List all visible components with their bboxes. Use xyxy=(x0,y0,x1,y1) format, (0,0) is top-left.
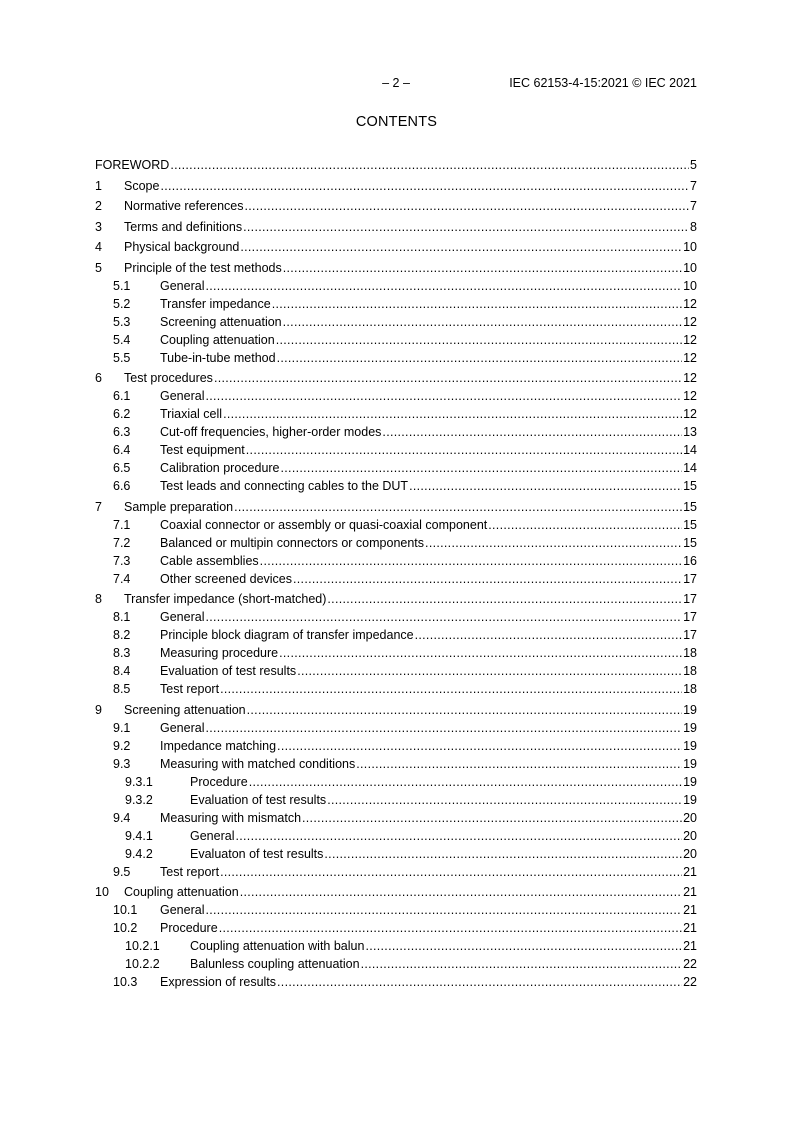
toc-entry-page: 20 xyxy=(683,828,697,843)
toc-entry-page: 12 xyxy=(683,314,697,329)
toc-entry-number: 8.2 xyxy=(113,628,131,642)
toc-entry-page: 10 xyxy=(683,278,697,293)
toc-entry-title: Transfer impedance xyxy=(160,296,271,311)
toc-entry-title: General xyxy=(160,278,205,293)
toc-entry-number: 10.2 xyxy=(113,921,138,935)
toc-entry-page: 21 xyxy=(683,921,697,935)
toc-entry-page: 13 xyxy=(683,425,697,439)
toc-dot-leader xyxy=(279,646,682,660)
toc-entry-title: Measuring procedure xyxy=(160,646,279,660)
toc-entry-title: Test procedures xyxy=(124,371,213,385)
toc-dot-leader xyxy=(205,389,682,403)
toc-dot-leader xyxy=(302,811,682,825)
toc-entry-page: 10 xyxy=(683,240,697,254)
toc-dot-leader xyxy=(160,179,689,193)
toc-dot-leader xyxy=(327,592,682,606)
toc-dot-leader xyxy=(220,865,682,879)
toc-dot-leader xyxy=(260,554,682,568)
toc-entry-title: Scope xyxy=(124,178,160,193)
toc-entry-number: 9.5 xyxy=(113,864,131,879)
toc-entry[interactable] xyxy=(95,975,697,989)
toc-entry-number: 7 xyxy=(95,499,102,514)
toc-dot-leader xyxy=(277,739,682,753)
toc-entry[interactable] xyxy=(95,279,697,293)
table-of-contents xyxy=(95,158,697,989)
toc-entry[interactable] xyxy=(95,220,697,234)
toc-entry[interactable] xyxy=(95,158,697,172)
toc-entry-number: 5.3 xyxy=(113,314,131,329)
toc-entry-title: General xyxy=(190,828,235,843)
toc-entry[interactable] xyxy=(95,646,697,660)
toc-entry-number: 9.2 xyxy=(113,738,131,753)
toc-entry-page: 21 xyxy=(683,885,697,899)
toc-dot-leader xyxy=(277,351,683,365)
toc-entry-page: 19 xyxy=(683,720,697,735)
toc-entry-number: 10 xyxy=(95,885,109,899)
toc-dot-leader xyxy=(205,903,682,917)
toc-entry-page: 8 xyxy=(690,219,697,234)
toc-entry-title: Test equipment xyxy=(160,443,245,457)
toc-entry-title: Measuring with matched conditions xyxy=(160,756,356,771)
toc-entry-page: 15 xyxy=(683,479,697,493)
toc-dot-leader xyxy=(488,518,682,532)
toc-entry-title: FOREWORD xyxy=(95,158,170,172)
toc-entry-number: 4 xyxy=(95,240,102,254)
toc-entry-number: 7.1 xyxy=(113,517,131,532)
toc-entry[interactable] xyxy=(95,757,697,771)
toc-dot-leader xyxy=(415,628,682,642)
toc-entry[interactable] xyxy=(95,554,697,568)
toc-dot-leader xyxy=(382,425,682,439)
toc-entry[interactable] xyxy=(95,572,697,586)
toc-entry-title: Cut-off frequencies, higher-order modes xyxy=(160,425,382,439)
toc-entry-title: Tube-in-tube method xyxy=(160,350,276,365)
toc-dot-leader xyxy=(243,220,689,234)
toc-dot-leader xyxy=(276,333,682,347)
toc-entry-number: 9.3.2 xyxy=(125,792,153,807)
toc-dot-leader xyxy=(245,199,690,213)
toc-dot-leader xyxy=(324,847,682,861)
toc-entry-number: 9.3 xyxy=(113,756,131,771)
toc-entry-number: 8.5 xyxy=(113,682,131,696)
toc-entry-title: Screening attenuation xyxy=(124,702,246,717)
toc-entry-page: 12 xyxy=(683,407,697,421)
toc-dot-leader xyxy=(283,315,682,329)
toc-entry-title: Normative references xyxy=(124,199,244,213)
toc-entry-title: Test leads and connecting cables to the DUT xyxy=(160,479,409,493)
toc-entry-number: 5.5 xyxy=(113,350,131,365)
toc-entry-title: Cable assemblies xyxy=(160,553,259,568)
toc-dot-leader xyxy=(249,775,682,789)
toc-entry[interactable] xyxy=(95,518,697,532)
toc-dot-leader xyxy=(205,279,682,293)
toc-entry-number: 2 xyxy=(95,199,102,213)
toc-entry-page: 19 xyxy=(683,792,697,807)
toc-entry-number: 6.4 xyxy=(113,443,131,457)
toc-entry-number: 9 xyxy=(95,702,102,717)
toc-entry-number: 5 xyxy=(95,260,102,275)
toc-entry-number: 5.1 xyxy=(113,278,131,293)
toc-entry[interactable] xyxy=(95,351,697,365)
toc-entry-page: 17 xyxy=(683,571,697,586)
toc-entry-page: 18 xyxy=(683,682,697,696)
toc-dot-leader xyxy=(361,957,683,971)
toc-dot-leader xyxy=(246,443,682,457)
toc-entry-title: General xyxy=(160,903,205,917)
toc-entry-page: 22 xyxy=(683,975,697,989)
toc-entry[interactable] xyxy=(95,664,697,678)
toc-entry[interactable] xyxy=(95,957,697,971)
toc-entry-number: 6.6 xyxy=(113,479,131,493)
toc-entry[interactable] xyxy=(95,479,697,493)
toc-entry-page: 7 xyxy=(690,178,697,193)
toc-entry-title: Transfer impedance (short-matched) xyxy=(124,592,327,606)
toc-entry-title: Coaxial connector or assembly or quasi-coaxial component xyxy=(160,517,488,532)
toc-entry-title: Triaxial cell xyxy=(160,407,223,421)
toc-entry-number: 7.3 xyxy=(113,553,131,568)
toc-entry-title: Principle block diagram of transfer impedance xyxy=(160,628,414,642)
toc-entry-number: 8 xyxy=(95,592,102,606)
toc-dot-leader xyxy=(234,500,682,514)
toc-dot-leader xyxy=(425,536,682,550)
toc-entry-number: 6.3 xyxy=(113,425,131,439)
toc-entry[interactable] xyxy=(95,793,697,807)
toc-entry[interactable] xyxy=(95,179,697,193)
toc-entry-page: 12 xyxy=(683,296,697,311)
toc-entry-page: 20 xyxy=(683,810,697,825)
toc-entry-title: Measuring with mismatch xyxy=(160,810,302,825)
toc-entry-number: 6.5 xyxy=(113,461,131,475)
toc-entry-number: 9.3.1 xyxy=(125,774,153,789)
toc-entry-number: 6 xyxy=(95,371,102,385)
toc-entry-number: 8.3 xyxy=(113,646,131,660)
toc-entry-number: 9.4 xyxy=(113,810,131,825)
toc-dot-leader xyxy=(214,371,682,385)
toc-entry-page: 15 xyxy=(683,517,697,532)
toc-entry-number: 7.4 xyxy=(113,571,131,586)
toc-entry-title: Other screened devices xyxy=(160,571,293,586)
toc-entry-title: Impedance matching xyxy=(160,738,277,753)
toc-dot-leader xyxy=(240,240,682,254)
toc-entry-page: 12 xyxy=(683,350,697,365)
toc-entry-number: 8.1 xyxy=(113,610,131,624)
toc-entry-page: 21 xyxy=(683,939,697,953)
toc-entry-title: Calibration procedure xyxy=(160,461,280,475)
toc-dot-leader xyxy=(409,479,682,493)
toc-dot-leader xyxy=(219,921,682,935)
toc-dot-leader xyxy=(170,158,689,172)
toc-entry[interactable] xyxy=(95,775,697,789)
toc-entry-number: 10.2.2 xyxy=(125,957,160,971)
toc-entry[interactable] xyxy=(95,921,697,935)
toc-entry-page: 17 xyxy=(683,628,697,642)
toc-entry[interactable] xyxy=(95,829,697,843)
toc-entry-page: 18 xyxy=(683,664,697,678)
page-header xyxy=(0,76,793,92)
toc-entry-number: 10.2.1 xyxy=(125,939,160,953)
toc-entry-number: 1 xyxy=(95,178,102,193)
toc-entry[interactable] xyxy=(95,903,697,917)
toc-entry-title: Coupling attenuation xyxy=(160,332,275,347)
toc-dot-leader xyxy=(235,829,682,843)
toc-entry[interactable] xyxy=(95,721,697,735)
toc-dot-leader xyxy=(327,793,682,807)
toc-entry[interactable] xyxy=(95,628,697,642)
toc-entry-page: 19 xyxy=(683,702,697,717)
toc-entry[interactable] xyxy=(95,500,697,514)
toc-entry-title: Terms and definitions xyxy=(124,219,243,234)
toc-entry-page: 19 xyxy=(683,774,697,789)
toc-entry[interactable] xyxy=(95,739,697,753)
toc-dot-leader xyxy=(281,461,683,475)
toc-dot-leader xyxy=(365,939,682,953)
toc-entry-title: Evaluation of test results xyxy=(190,792,327,807)
toc-entry-title: Evaluaton of test results xyxy=(190,846,324,861)
page-number: – 2 – xyxy=(382,76,410,90)
toc-entry-title: Sample preparation xyxy=(124,499,234,514)
toc-entry[interactable] xyxy=(95,939,697,953)
toc-entry[interactable] xyxy=(95,703,697,717)
toc-dot-leader xyxy=(223,407,682,421)
toc-entry-title: Coupling attenuation with balun xyxy=(190,939,365,953)
toc-entry[interactable] xyxy=(95,240,697,254)
toc-entry-page: 12 xyxy=(683,389,697,403)
toc-entry-title: Expression of results xyxy=(160,975,277,989)
toc-dot-leader xyxy=(205,721,682,735)
toc-entry[interactable] xyxy=(95,592,697,606)
toc-entry-title: Evaluation of test results xyxy=(160,664,297,678)
toc-entry-page: 16 xyxy=(683,553,697,568)
toc-dot-leader xyxy=(283,261,682,275)
toc-entry-page: 12 xyxy=(683,332,697,347)
toc-entry[interactable] xyxy=(95,443,697,457)
toc-entry-title: Test report xyxy=(160,682,220,696)
toc-entry-page: 15 xyxy=(683,499,697,514)
toc-entry-number: 6.1 xyxy=(113,389,131,403)
toc-entry[interactable] xyxy=(95,199,697,213)
toc-entry-number: 10.3 xyxy=(113,975,138,989)
toc-entry-title: Procedure xyxy=(190,774,248,789)
toc-entry-number: 5.2 xyxy=(113,296,131,311)
toc-entry-number: 3 xyxy=(95,219,102,234)
toc-entry-number: 8.4 xyxy=(113,664,131,678)
toc-entry[interactable] xyxy=(95,389,697,403)
toc-entry-title: Balunless coupling attenuation xyxy=(190,957,360,971)
toc-dot-leader xyxy=(277,975,682,989)
toc-entry-page: 18 xyxy=(683,646,697,660)
toc-entry-number: 6.2 xyxy=(113,407,131,421)
toc-entry-number: 9.4.2 xyxy=(125,846,153,861)
toc-entry-page: 20 xyxy=(683,846,697,861)
toc-entry[interactable] xyxy=(95,682,697,696)
toc-entry-title: Procedure xyxy=(160,921,218,935)
toc-dot-leader xyxy=(247,703,682,717)
toc-entry-title: Physical background xyxy=(124,240,240,254)
toc-entry-title: Coupling attenuation xyxy=(124,885,239,899)
toc-entry-page: 14 xyxy=(683,461,697,475)
toc-entry[interactable] xyxy=(95,610,697,624)
toc-entry-number: 9.1 xyxy=(113,720,131,735)
toc-dot-leader xyxy=(297,664,682,678)
toc-entry-title: Screening attenuation xyxy=(160,314,282,329)
toc-entry-page: 19 xyxy=(683,738,697,753)
toc-dot-leader xyxy=(293,572,682,586)
toc-entry-page: 17 xyxy=(683,592,697,606)
toc-entry[interactable] xyxy=(95,885,697,899)
toc-entry[interactable] xyxy=(95,847,697,861)
toc-entry-title: Principle of the test methods xyxy=(124,260,282,275)
toc-entry-page: 21 xyxy=(683,903,697,917)
toc-entry[interactable] xyxy=(95,407,697,421)
toc-dot-leader xyxy=(272,297,682,311)
toc-entry-page: 12 xyxy=(683,371,697,385)
toc-entry-page: 10 xyxy=(683,260,697,275)
toc-entry-number: 7.2 xyxy=(113,535,131,550)
toc-entry-page: 17 xyxy=(683,610,697,624)
toc-dot-leader xyxy=(356,757,682,771)
toc-entry-page: 15 xyxy=(683,535,697,550)
toc-entry-page: 21 xyxy=(683,864,697,879)
toc-entry[interactable] xyxy=(95,297,697,311)
contents-title: CONTENTS xyxy=(355,114,438,130)
toc-entry-title: General xyxy=(160,720,205,735)
toc-entry[interactable] xyxy=(95,865,697,879)
toc-entry-page: 7 xyxy=(690,199,697,213)
toc-entry[interactable] xyxy=(95,536,697,550)
toc-entry-title: Test report xyxy=(160,864,220,879)
toc-entry-title: Balanced or multipin connectors or components xyxy=(160,535,425,550)
toc-dot-leader xyxy=(220,682,682,696)
toc-entry-page: 19 xyxy=(683,756,697,771)
toc-entry[interactable] xyxy=(95,425,697,439)
document-reference: IEC 62153-4-15:2021 © IEC 2021 xyxy=(509,76,697,90)
toc-entry[interactable] xyxy=(95,315,697,329)
toc-entry[interactable] xyxy=(95,811,697,825)
toc-entry[interactable] xyxy=(95,333,697,347)
toc-entry-title: General xyxy=(160,389,205,403)
toc-entry[interactable] xyxy=(95,461,697,475)
toc-entry-page: 14 xyxy=(683,443,697,457)
toc-dot-leader xyxy=(205,610,682,624)
toc-entry[interactable] xyxy=(95,261,697,275)
toc-entry-number: 9.4.1 xyxy=(125,828,153,843)
toc-dot-leader xyxy=(240,885,682,899)
toc-entry-title: General xyxy=(160,610,205,624)
toc-entry-page: 5 xyxy=(690,158,697,172)
toc-entry-number: 10.1 xyxy=(113,903,138,917)
toc-entry[interactable] xyxy=(95,371,697,385)
toc-entry-number: 5.4 xyxy=(113,332,131,347)
toc-entry-page: 22 xyxy=(683,957,697,971)
